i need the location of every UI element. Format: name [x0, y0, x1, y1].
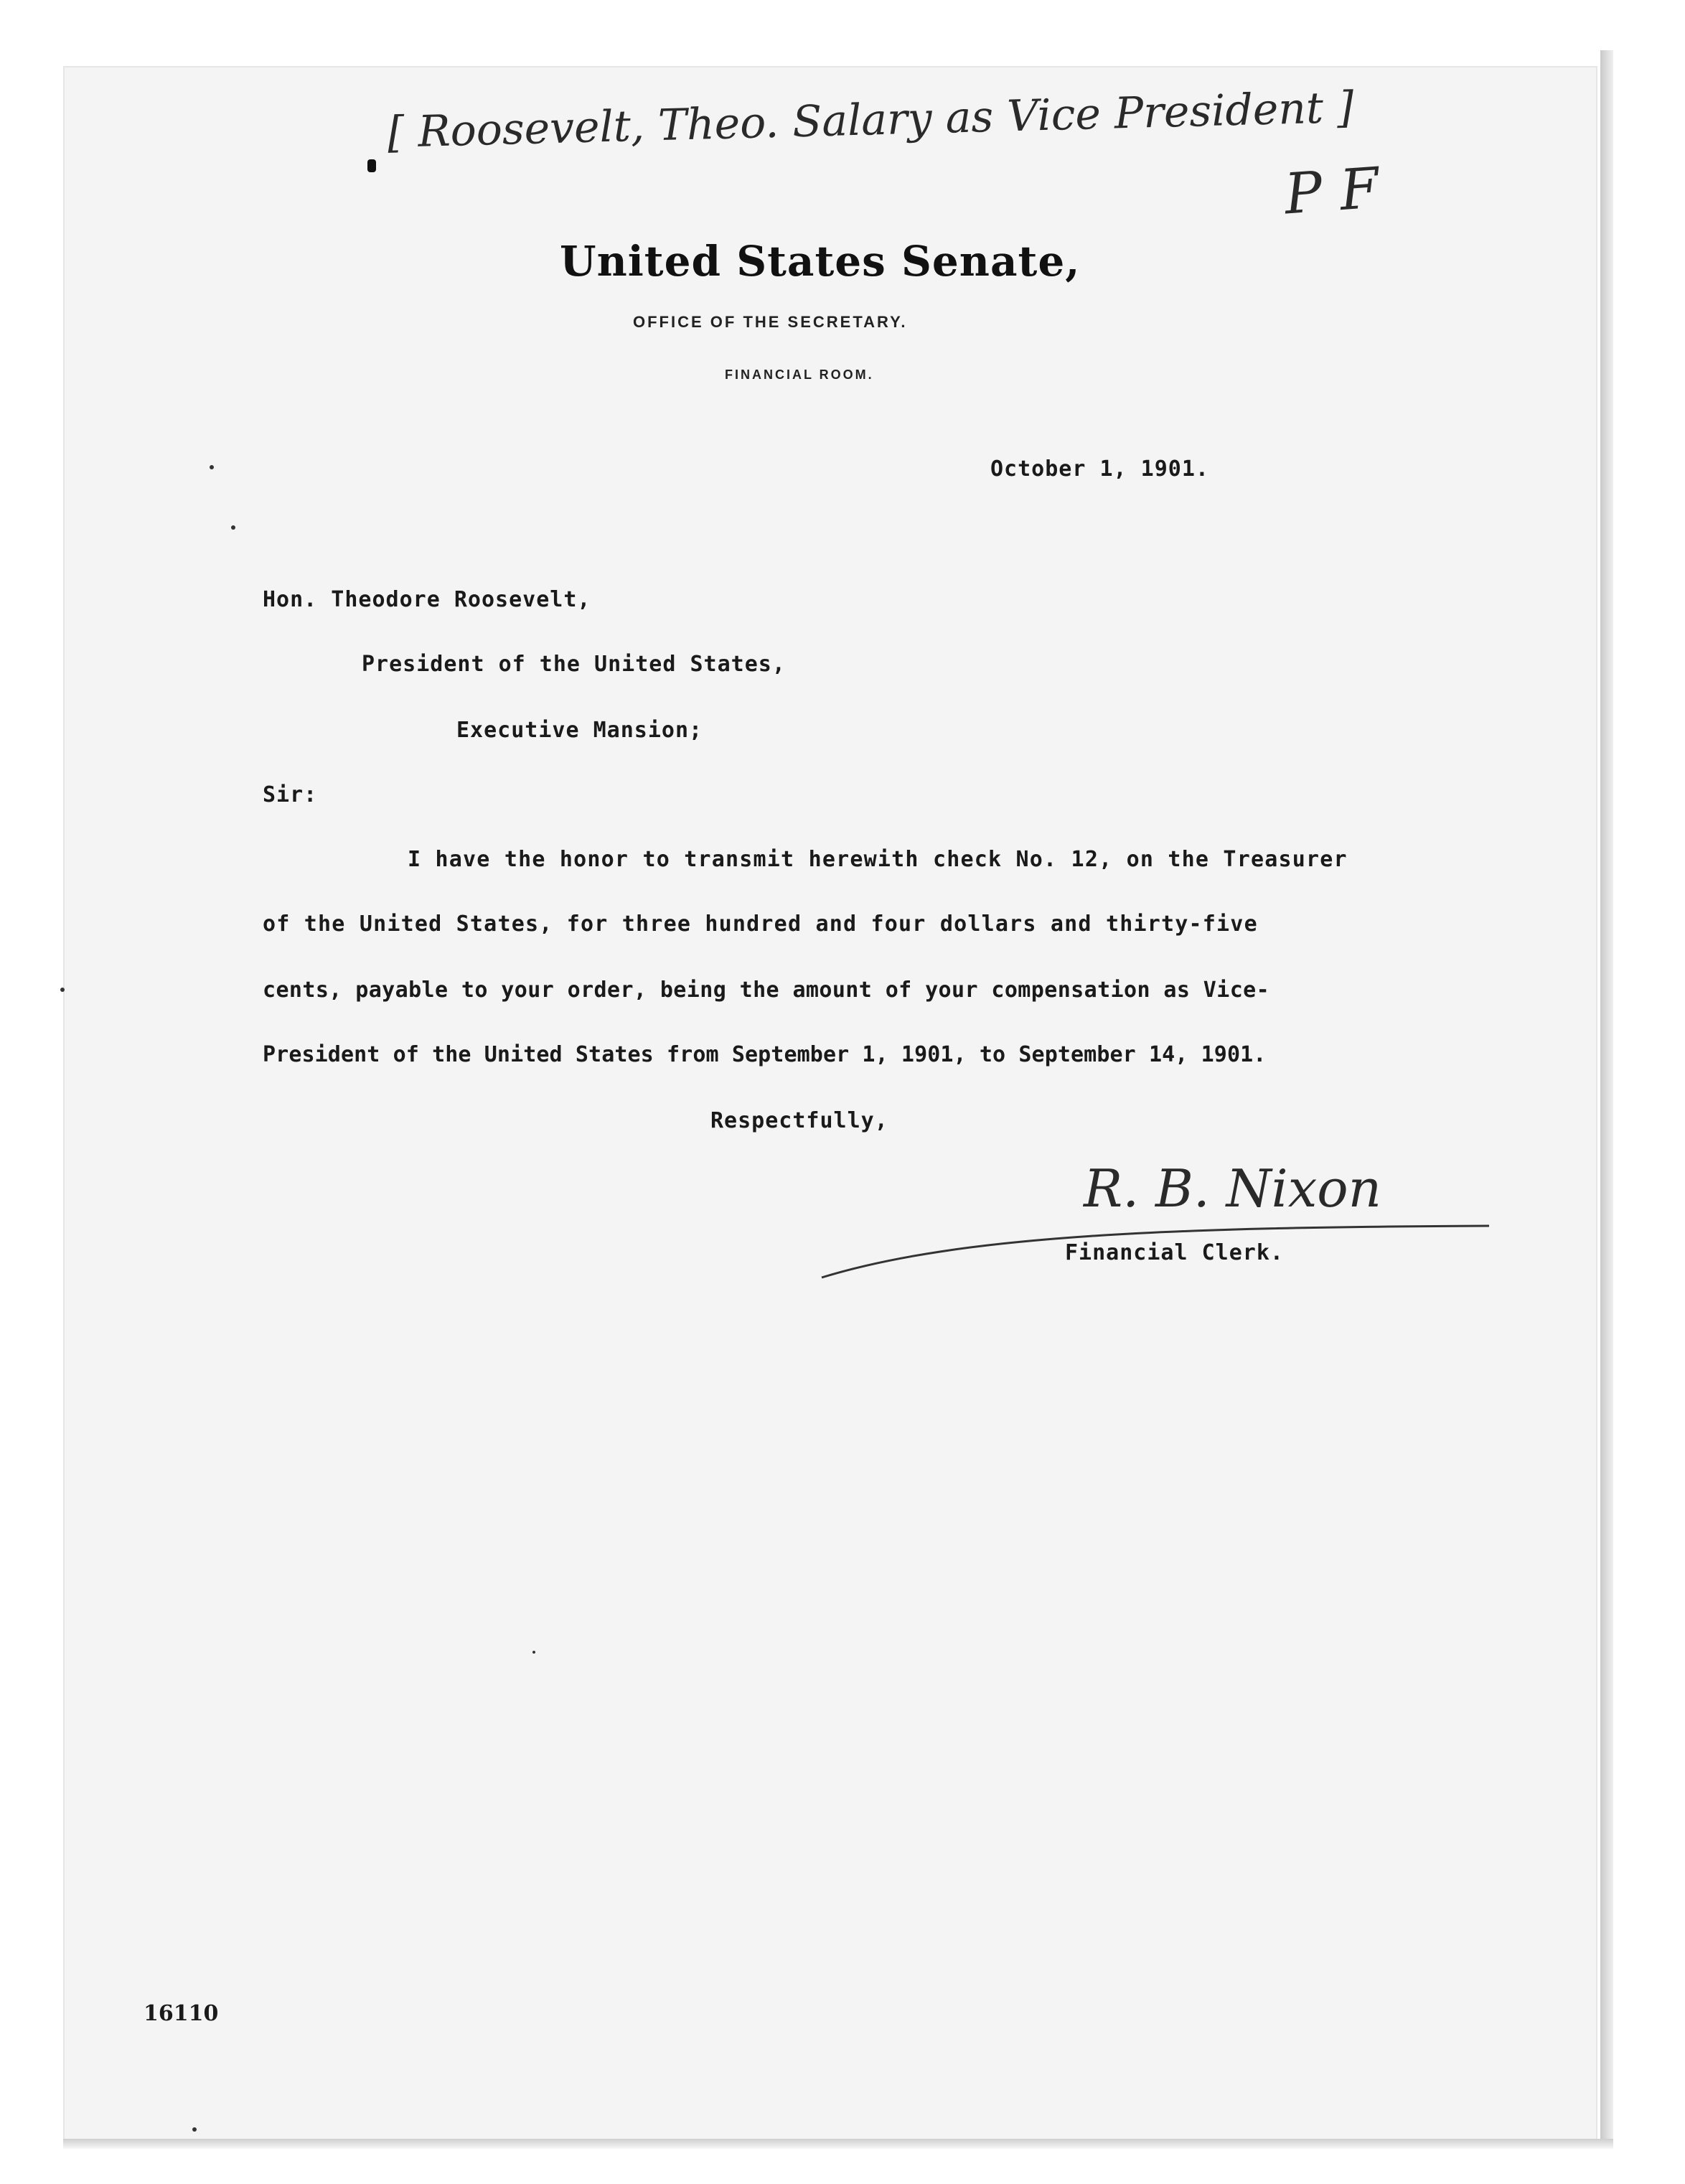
recipient-location: Executive Mansion; — [456, 718, 703, 743]
speck — [192, 2127, 197, 2132]
letterhead-room: FINANCIAL ROOM. — [725, 367, 874, 382]
handwritten-initials: P F — [1282, 156, 1381, 228]
signer-title: Financial Clerk. — [1065, 1240, 1284, 1265]
body-line: of the United States, for three hundred and four dollars and thirty-five — [263, 911, 1258, 937]
recipient-name: Hon. Theodore Roosevelt, — [263, 587, 591, 612]
handwritten-subject-note: [ Roosevelt, Theo. Salary as Vice President ] — [387, 82, 1355, 158]
paper-edge-right — [1600, 50, 1613, 2139]
letter-date: October 1, 1901. — [990, 456, 1209, 482]
letterhead-title: United States Senate, — [560, 237, 1081, 286]
closing: Respectfully, — [710, 1108, 888, 1133]
letterhead-office: OFFICE OF THE SECRETARY. — [633, 313, 908, 331]
speck — [210, 465, 214, 469]
speck — [532, 1651, 535, 1654]
body-line: President of the United States from September 1, 1901, to September 14, 1901. — [263, 1042, 1267, 1067]
ink-mark — [367, 159, 376, 172]
body-line: I have the honor to transmit herewith check No. 12, on the Treasurer — [408, 847, 1348, 872]
paper-edge-bottom — [63, 2139, 1613, 2149]
salutation: Sir: — [263, 782, 318, 807]
signature: R. B. Nixon — [1084, 1158, 1382, 1219]
speck — [231, 525, 235, 530]
recipient-title: President of the United States, — [362, 652, 786, 677]
speck — [60, 988, 65, 992]
body-line: cents, payable to your order, being the amount of your compensation as Vice- — [263, 978, 1270, 1003]
document-number: 16110 — [144, 2001, 219, 2026]
